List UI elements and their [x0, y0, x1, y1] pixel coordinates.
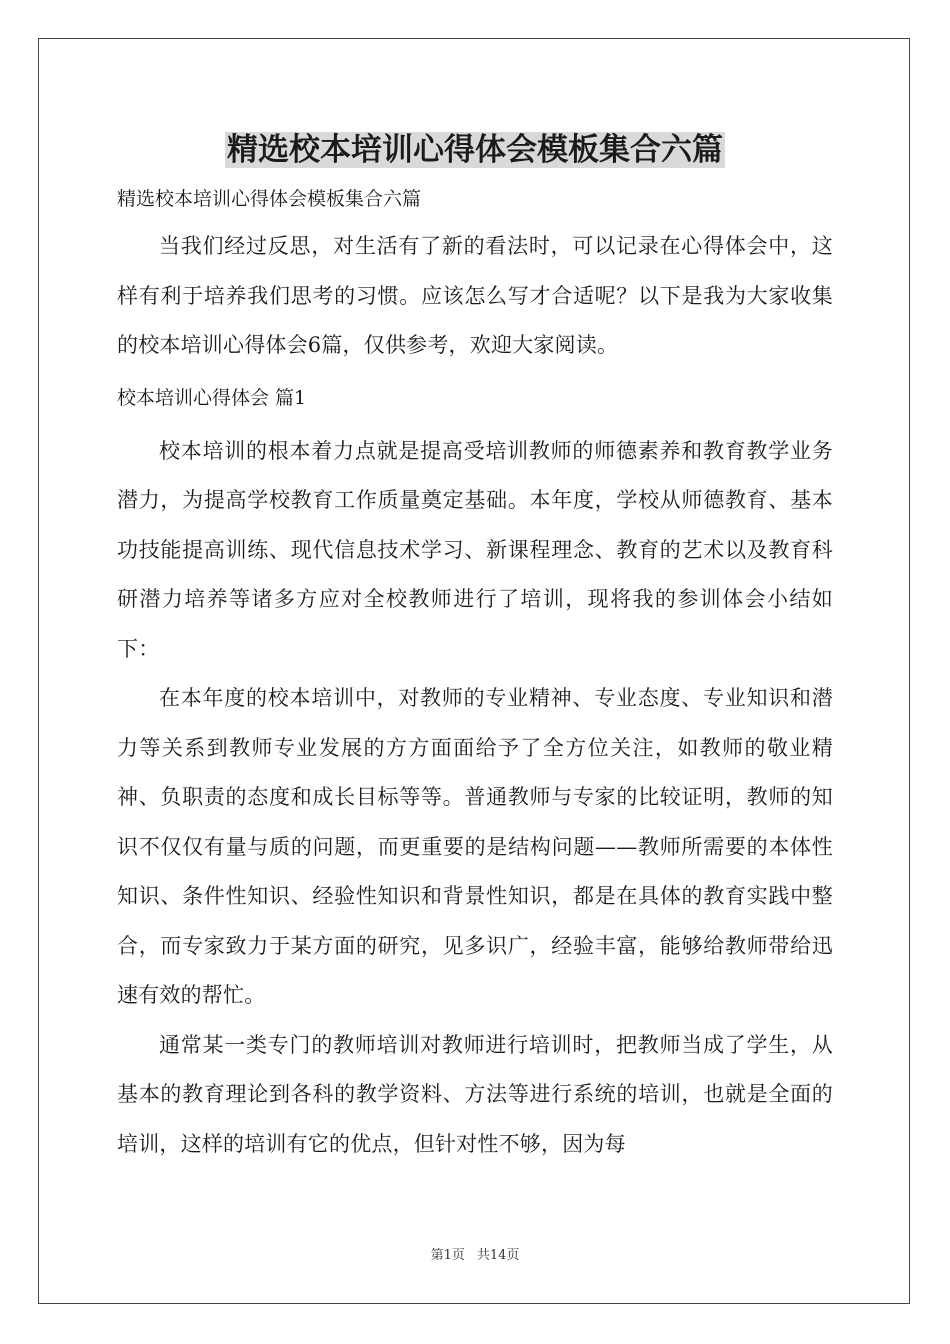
page-number: 第1页 — [430, 1248, 465, 1263]
document-body — [117, 128, 833, 1169]
page-total: 共14页 — [476, 1248, 520, 1263]
page-footer — [0, 1244, 950, 1263]
body-paragraph: 通常某一类专门的教师培训对教师进行培训时，把教师当成了学生，从基本的教育理论到各科的教学资料、方法等进行系统的培训，也就是全面的培训，这样的培训有它的优点，但针对性不够，因为每 — [117, 1032, 833, 1156]
title-highlight: 精选校本培训心得体会模板集合六篇 — [227, 132, 723, 168]
body-paragraph: 校本培训的根本着力点就是提高受培训教师的师德素养和教育教学业务潜力，为提高学校教育工作质量奠定基础。本年度，学校从师德教育、基本功技能提高训练、现代信息技术学习、新课程理念、教育的艺术以及教育科研潜力培养等诸多方应对全校教师进行了培训，现将我的参训体会小结如下： — [117, 438, 833, 661]
document-title — [117, 128, 833, 172]
document-subtitle: 精选校本培训心得体会模板集合六篇 — [117, 188, 422, 210]
body-paragraph: 在本年度的校本培训中，对教师的专业精神、专业态度、专业知识和潜力等关系到教师专业发展的方方面面给予了全方位关注，如教师的敬业精神、负职责的态度和成长目标等等。普通教师与专家的比较证明，教师的知识不仅仅有量与质的问题，而更重要的是结构问题——教师所需要的本体性知识、条件性知识、经验性知识和背景性知识，都是在具体的教育实践中整合，而专家致力于某方面的研究，见多识广，经验丰富，能够给教师带给迅速有效的帮忙。 — [117, 686, 833, 1007]
section-heading: 校本培训心得体会 篇1 — [117, 386, 307, 409]
intro-paragraph: 当我们经过反思，对生活有了新的看法时，可以记录在心得体会中，这样有利于培养我们思考的习惯。应该怎么写才合适呢？以下是我为大家收集的校本培训心得体会6篇，仅供参考，欢迎大家阅读。 — [117, 234, 833, 357]
